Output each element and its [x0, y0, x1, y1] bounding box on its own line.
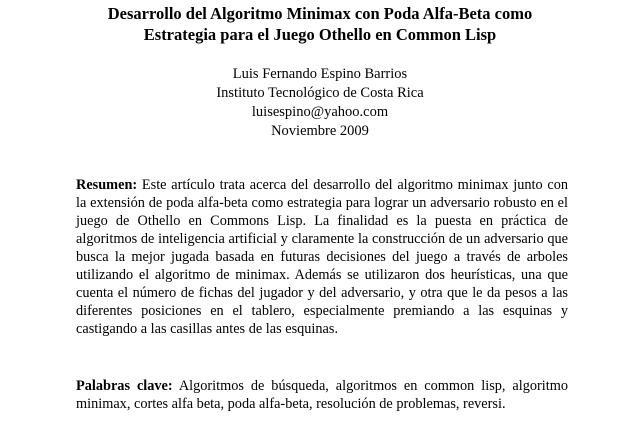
author-name: Luis Fernando Espino Barrios [232, 66, 408, 82]
author-block [100, 65, 540, 141]
title-line-2: Estrategia para el Juego Othello en Common Lisp [143, 25, 497, 44]
keywords-text: Algoritmos de búsqueda, algoritmos en common lisp, algoritmo minimax, cortes alfa beta, poda alfa-beta, resolución de problemas, reversi. [76, 378, 568, 412]
author-email: luisespino@yahoo.com [251, 104, 389, 120]
keywords-label: Palabras clave: [76, 378, 173, 394]
paper-title [40, 3, 600, 45]
abstract-text: Este artículo trata acerca del desarrollo del algoritmo minimax junto con la extensión de poda alfa-beta como estrategia para lograr un adversario robusto en el juego de Othello en Commons Lisp. La finalidad es la puesta en práctica de algoritmos de inteligencia artificial y claramente la construcción de un adversario que busca la mejor jugada basada en futuras decisiones del juego a través de arboles utilizando el algoritmo de minimax. Además se utilizaron dos heurísticas, una que cuenta el número de fichas del jugador y del adversario, y otra que le da pesos a las diferentes posiciones en el tablero, especialmente premiando a las esquinas y castigando a las casillas antes de las esquinas. [76, 177, 568, 337]
title-line-1: Desarrollo del Algoritmo Minimax con Poda Alfa-Beta como [107, 4, 533, 23]
abstract [76, 176, 568, 338]
keywords [76, 377, 568, 413]
abstract-label: Resumen: [76, 177, 138, 193]
author-institution: Instituto Tecnológico de Costa Rica [216, 85, 424, 101]
paper-date: Noviembre 2009 [271, 123, 369, 139]
